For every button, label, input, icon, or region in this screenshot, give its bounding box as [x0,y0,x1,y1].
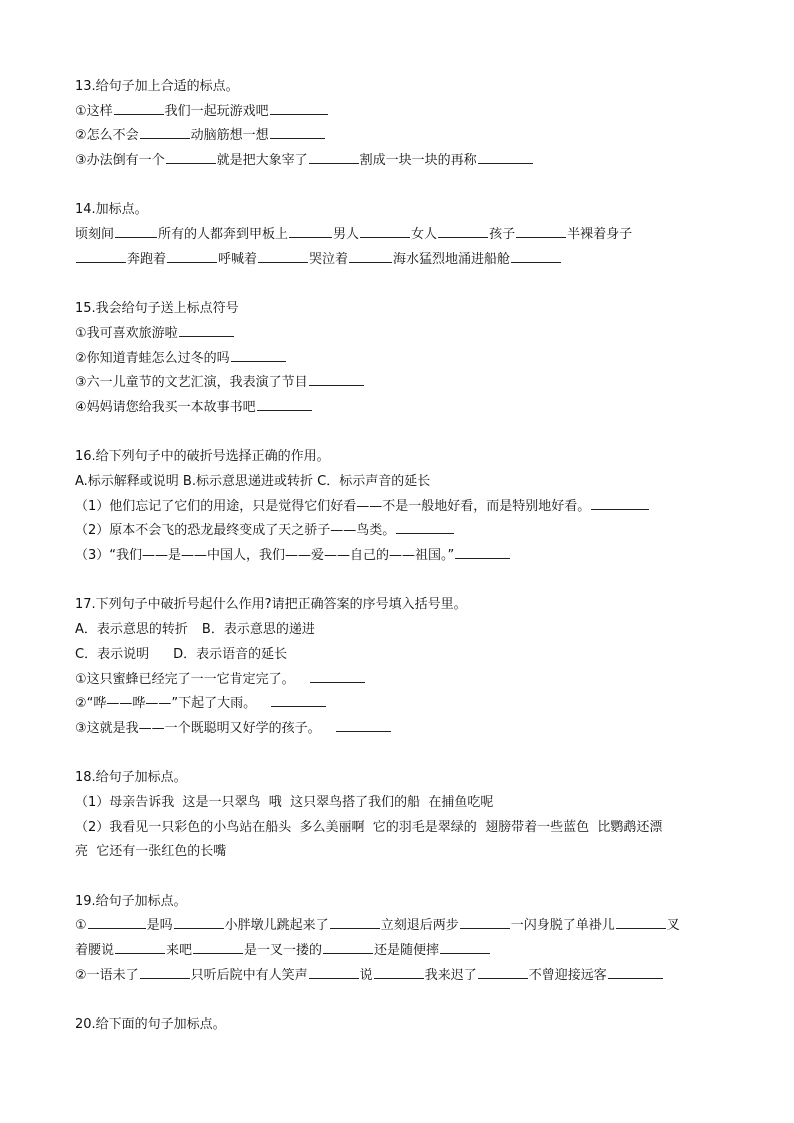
text: 哭泣着 [309,251,349,267]
question-18 [75,766,725,865]
answer-blank[interactable] [310,670,365,683]
answer-blank[interactable] [140,966,190,979]
question-18-item-2: （2）我看见一只彩色的小鸟站在船头 多么美丽啊 它的羽毛是翠绿的 翅膀带着一些蓝色 比鹦鹉还漂 [75,819,663,835]
question-16-item-2 [75,519,725,544]
question-13-item-3 [75,149,725,174]
answer-blank[interactable] [591,497,649,510]
question-18-item-1: （1）母亲告诉我 这是一只翠鸟 哦 这只翠鸟搭了我们的船 在捕鱼吃呢 [75,794,494,810]
text: 就是把大象宰了 [216,153,308,169]
text: 着腰说 [75,943,115,959]
text: ②一语未了 [75,967,139,983]
answer-blank[interactable] [478,151,533,164]
answer-blank[interactable] [289,225,332,238]
question-15-item-4 [75,396,725,421]
answer-blank[interactable] [438,225,488,238]
text: ① [75,918,87,934]
question-15-item-3 [75,371,725,396]
answer-blank[interactable] [179,324,234,337]
question-17-item-2 [75,692,725,717]
answer-blank[interactable] [396,521,454,534]
answer-blank[interactable] [330,916,380,929]
question-19-line-1 [75,914,725,939]
text: 是一叉一搂的 [244,943,323,959]
answer-blank[interactable] [478,966,528,979]
text: 半裸着身子 [567,227,633,243]
option-b: B．表示意思的递进 [201,622,315,638]
answer-blank[interactable] [115,941,165,954]
answer-blank[interactable] [231,349,286,362]
answer-blank[interactable] [166,151,216,164]
text: 不曾迎接远客 [528,967,607,983]
question-16-item-3 [75,544,725,569]
question-14-line-2 [75,248,725,273]
text: 呼喊着 [218,251,258,267]
text: ②怎么不会 [75,128,139,144]
answer-blank[interactable] [440,941,490,954]
text: ③这就是我——一个既聪明又好学的孩子。 [75,720,321,736]
question-19-line-3 [75,964,725,989]
answer-blank[interactable] [360,225,410,238]
question-17-options-2 [75,643,725,668]
text: 是吗 [146,918,173,934]
text: （3）“我们——是——中国人，我们——爱——自己的——祖国。” [75,548,455,564]
question-15-title: 15.我会给句子送上标点符号 [75,301,239,317]
answer-blank[interactable] [309,151,359,164]
text: 海水猛烈地涌进船舱 [393,251,511,267]
text: 我来迟了 [424,967,477,983]
text: 所有的人都奔到甲板上 [158,227,289,243]
option-a: A．表示意思的转折 [75,622,188,638]
question-17 [75,593,725,741]
text: 割成一块一块的再称 [359,153,477,169]
text: ③办法倒有一个 [75,153,165,169]
question-15-item-1 [75,322,725,347]
answer-blank[interactable] [270,102,328,115]
text: 动脑筋想一想 [190,128,269,144]
text: （2）原本不会飞的恐龙最终变成了天之骄子——鸟类。 [75,523,396,539]
text: 说 [359,967,373,983]
answer-blank[interactable] [167,250,217,263]
answer-blank[interactable] [309,373,364,386]
question-16-item-1 [75,495,725,520]
question-17-options-1 [75,618,725,643]
question-13-title: 13.给句子加上合适的标点。 [75,79,239,94]
question-14-line-1 [75,223,725,248]
question-15 [75,297,725,420]
question-16-options: A.标示解释或说明 B.标示意思递进或转折 C．标示声音的延长 [75,474,431,489]
option-d: D．表示语音的延长 [173,646,288,662]
answer-blank[interactable] [336,719,391,732]
answer-blank[interactable] [460,916,510,929]
text: 顷刻间 [75,227,115,243]
answer-blank[interactable] [309,966,359,979]
text: 只听后院中有人笑声 [190,967,308,983]
answer-blank[interactable] [270,126,325,139]
text: 男人 [333,227,360,243]
answer-blank[interactable] [516,225,566,238]
text: 立刻退后两步 [380,918,459,934]
text: 奔跑着 [127,251,167,267]
answer-blank[interactable] [140,126,190,139]
text: （1）他们忘记了它们的用途，只是觉得它们好看——不是一般地好看，而是特别地好看。 [75,498,591,514]
answer-blank[interactable] [114,102,164,115]
answer-blank[interactable] [349,250,392,263]
text: 小胖墩儿跳起来了 [224,918,329,934]
question-13 [75,75,725,174]
text: 一闪身脱了单褂儿 [510,918,615,934]
option-c: C．表示说明 [75,646,150,662]
text: 叉 [666,918,680,934]
question-17-item-3 [75,717,725,742]
answer-blank[interactable] [115,225,157,238]
answer-blank[interactable] [608,966,663,979]
question-20 [75,1013,725,1038]
text: ①这只蜜蜂已经完了一一它肯定完了。 [75,671,295,687]
answer-blank[interactable] [455,546,510,559]
question-16-title: 16.给下列句子中的破折号选择正确的作用。 [75,449,330,465]
answer-blank[interactable] [511,250,561,263]
text: 还是随便摔 [374,943,440,959]
answer-blank[interactable] [88,916,146,929]
answer-blank[interactable] [616,916,666,929]
answer-blank[interactable] [76,250,126,263]
question-13-item-2 [75,124,725,149]
question-13-item-1 [75,100,725,125]
text: ②“哗——哗——”下起了大雨。 [75,696,257,712]
answer-blank[interactable] [257,398,312,411]
text: ③六一儿童节的文艺汇演，我表演了节目 [75,375,308,391]
text: 女人 [411,227,438,243]
answer-blank[interactable] [323,941,373,954]
answer-blank[interactable] [258,250,308,263]
answer-blank[interactable] [193,941,243,954]
text: ①我可喜欢旅游啦 [75,325,178,341]
question-20-title: 20.给下面的句子加标点。 [75,1017,226,1033]
answer-blank[interactable] [271,694,326,707]
question-17-title: 17.下列句子中破折号起什么作用?请把正确答案的序号填入括号里。 [75,597,467,613]
question-16 [75,445,725,568]
question-18-item-2-cont: 亮 它还有一张红色的长嘴 [75,844,227,860]
text: 孩子 [489,227,516,243]
question-19-title: 19.给句子加标点。 [75,893,187,909]
question-18-title: 18.给句子加标点。 [75,770,187,786]
question-17-item-1 [75,668,725,693]
question-19-line-2 [75,939,725,964]
answer-blank[interactable] [374,966,424,979]
question-14 [75,198,725,272]
question-14-title: 14.加标点。 [75,202,148,218]
text: ④妈妈请您给我买一本故事书吧 [75,399,256,415]
text: ②你知道青蛙怎么过冬的吗 [75,350,230,366]
text: 来吧 [166,943,193,959]
text: ①这样 [75,103,113,119]
worksheet-page [75,75,725,1038]
text: 我们一起玩游戏吧 [164,103,269,119]
question-15-item-2 [75,347,725,372]
answer-blank[interactable] [174,916,224,929]
question-19 [75,890,725,989]
